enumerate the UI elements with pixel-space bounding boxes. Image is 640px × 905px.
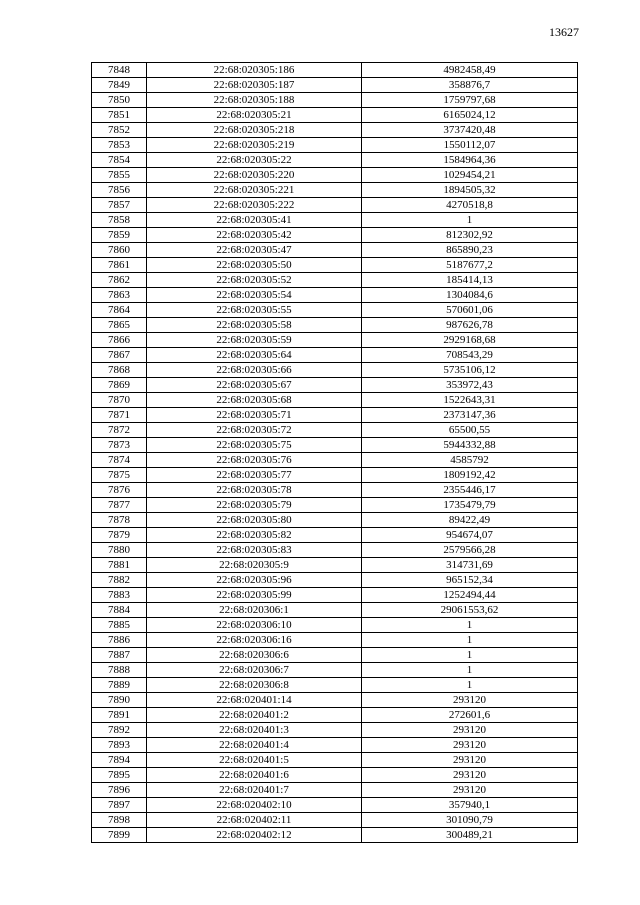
cadastral-number-cell: 22:68:020305:58: [147, 318, 362, 333]
table-row: [92, 138, 578, 153]
row-number-cell: 7861: [92, 258, 147, 273]
row-number-cell: 7891: [92, 708, 147, 723]
value-cell: 293120: [362, 768, 578, 783]
cadastral-number-cell: 22:68:020402:11: [147, 813, 362, 828]
value-cell: 6165024,12: [362, 108, 578, 123]
cadastral-number-cell: 22:68:020401:2: [147, 708, 362, 723]
row-number-cell: 7867: [92, 348, 147, 363]
cadastral-number-cell: 22:68:020305:77: [147, 468, 362, 483]
cadastral-number-cell: 22:68:020305:68: [147, 393, 362, 408]
row-number-cell: 7869: [92, 378, 147, 393]
row-number-cell: 7894: [92, 753, 147, 768]
value-cell: 1522643,31: [362, 393, 578, 408]
value-cell: 301090,79: [362, 813, 578, 828]
value-cell: 5944332,88: [362, 438, 578, 453]
cadastral-number-cell: 22:68:020305:80: [147, 513, 362, 528]
table-row: [92, 588, 578, 603]
table-row: [92, 108, 578, 123]
cadastral-number-cell: 22:68:020402:12: [147, 828, 362, 843]
row-number-cell: 7857: [92, 198, 147, 213]
value-cell: 29061553,62: [362, 603, 578, 618]
table-row: [92, 363, 578, 378]
table-row: [92, 273, 578, 288]
table-row: [92, 573, 578, 588]
table-row: [92, 78, 578, 93]
table-row: [92, 618, 578, 633]
table-row: [92, 693, 578, 708]
row-number-cell: 7866: [92, 333, 147, 348]
cadastral-number-cell: 22:68:020305:47: [147, 243, 362, 258]
table-row: [92, 153, 578, 168]
cadastral-number-cell: 22:68:020306:6: [147, 648, 362, 663]
cadastral-number-cell: 22:68:020305:50: [147, 258, 362, 273]
table-row: [92, 633, 578, 648]
table-row: [92, 378, 578, 393]
value-cell: 65500,55: [362, 423, 578, 438]
table-row: [92, 678, 578, 693]
row-number-cell: 7879: [92, 528, 147, 543]
value-cell: 1252494,44: [362, 588, 578, 603]
value-cell: 272601,6: [362, 708, 578, 723]
value-cell: 1: [362, 633, 578, 648]
row-number-cell: 7876: [92, 483, 147, 498]
row-number-cell: 7885: [92, 618, 147, 633]
row-number-cell: 7858: [92, 213, 147, 228]
table-row: [92, 648, 578, 663]
cadastral-number-cell: 22:68:020305:221: [147, 183, 362, 198]
table-row: [92, 603, 578, 618]
value-cell: 300489,21: [362, 828, 578, 843]
row-number-cell: 7864: [92, 303, 147, 318]
cadastral-number-cell: 22:68:020305:52: [147, 273, 362, 288]
cadastral-number-cell: 22:68:020401:5: [147, 753, 362, 768]
table-row: [92, 63, 578, 78]
table-row: [92, 333, 578, 348]
value-cell: 1584964,36: [362, 153, 578, 168]
cadastral-number-cell: 22:68:020305:75: [147, 438, 362, 453]
table-row: [92, 168, 578, 183]
table-body: [92, 63, 578, 843]
cadastral-number-cell: 22:68:020402:10: [147, 798, 362, 813]
cadastral-number-cell: 22:68:020305:66: [147, 363, 362, 378]
row-number-cell: 7851: [92, 108, 147, 123]
row-number-cell: 7898: [92, 813, 147, 828]
value-cell: 1: [362, 678, 578, 693]
value-cell: 1: [362, 648, 578, 663]
cadastral-number-cell: 22:68:020305:71: [147, 408, 362, 423]
value-cell: 1029454,21: [362, 168, 578, 183]
cadastral-number-cell: 22:68:020305:220: [147, 168, 362, 183]
table-row: [92, 198, 578, 213]
table-row: [92, 828, 578, 843]
row-number-cell: 7881: [92, 558, 147, 573]
value-cell: 1894505,32: [362, 183, 578, 198]
cadastral-number-cell: 22:68:020305:9: [147, 558, 362, 573]
row-number-cell: 7895: [92, 768, 147, 783]
row-number-cell: 7852: [92, 123, 147, 138]
row-number-cell: 7854: [92, 153, 147, 168]
table-row: [92, 228, 578, 243]
table-row: [92, 408, 578, 423]
value-cell: 965152,34: [362, 573, 578, 588]
table-row: [92, 543, 578, 558]
cadastral-number-cell: 22:68:020305:83: [147, 543, 362, 558]
row-number-cell: 7870: [92, 393, 147, 408]
cadastral-number-cell: 22:68:020305:99: [147, 588, 362, 603]
cadastral-number-cell: 22:68:020305:222: [147, 198, 362, 213]
row-number-cell: 7880: [92, 543, 147, 558]
value-cell: 3737420,48: [362, 123, 578, 138]
row-number-cell: 7882: [92, 573, 147, 588]
value-cell: 1: [362, 213, 578, 228]
table-row: [92, 183, 578, 198]
value-cell: 5187677,2: [362, 258, 578, 273]
table-row: [92, 783, 578, 798]
cadastral-number-cell: 22:68:020401:14: [147, 693, 362, 708]
cadastral-number-cell: 22:68:020401:6: [147, 768, 362, 783]
row-number-cell: 7862: [92, 273, 147, 288]
table-row: [92, 93, 578, 108]
value-cell: 2373147,36: [362, 408, 578, 423]
row-number-cell: 7886: [92, 633, 147, 648]
row-number-cell: 7892: [92, 723, 147, 738]
cadastral-number-cell: 22:68:020305:219: [147, 138, 362, 153]
cadastral-number-cell: 22:68:020305:96: [147, 573, 362, 588]
cadastral-number-cell: 22:68:020401:7: [147, 783, 362, 798]
table-row: [92, 258, 578, 273]
cadastral-number-cell: 22:68:020305:67: [147, 378, 362, 393]
table-row: [92, 498, 578, 513]
value-cell: 293120: [362, 693, 578, 708]
value-cell: 2929168,68: [362, 333, 578, 348]
row-number-cell: 7889: [92, 678, 147, 693]
cadastral-number-cell: 22:68:020401:4: [147, 738, 362, 753]
value-cell: 5735106,12: [362, 363, 578, 378]
cadastral-number-cell: 22:68:020401:3: [147, 723, 362, 738]
value-cell: 4270518,8: [362, 198, 578, 213]
row-number-cell: 7888: [92, 663, 147, 678]
value-cell: 812302,92: [362, 228, 578, 243]
value-cell: 4982458,49: [362, 63, 578, 78]
value-cell: 293120: [362, 753, 578, 768]
value-cell: 4585792: [362, 453, 578, 468]
row-number-cell: 7893: [92, 738, 147, 753]
cadastral-number-cell: 22:68:020305:218: [147, 123, 362, 138]
table-row: [92, 528, 578, 543]
table-row: [92, 318, 578, 333]
cadastral-number-cell: 22:68:020305:187: [147, 78, 362, 93]
table-row: [92, 213, 578, 228]
table-row: [92, 123, 578, 138]
value-cell: 1759797,68: [362, 93, 578, 108]
value-cell: 357940,1: [362, 798, 578, 813]
row-number-cell: 7896: [92, 783, 147, 798]
table-row: [92, 798, 578, 813]
row-number-cell: 7872: [92, 423, 147, 438]
table-row: [92, 468, 578, 483]
cadastral-number-cell: 22:68:020305:64: [147, 348, 362, 363]
row-number-cell: 7883: [92, 588, 147, 603]
row-number-cell: 7849: [92, 78, 147, 93]
cadastral-number-cell: 22:68:020305:82: [147, 528, 362, 543]
cadastral-number-cell: 22:68:020305:59: [147, 333, 362, 348]
cadastral-value-table: [91, 62, 578, 843]
table-row: [92, 243, 578, 258]
value-cell: 865890,23: [362, 243, 578, 258]
cadastral-number-cell: 22:68:020305:79: [147, 498, 362, 513]
value-cell: 1304084,6: [362, 288, 578, 303]
table-row: [92, 513, 578, 528]
value-cell: 2579566,28: [362, 543, 578, 558]
row-number-cell: 7860: [92, 243, 147, 258]
row-number-cell: 7848: [92, 63, 147, 78]
row-number-cell: 7887: [92, 648, 147, 663]
value-cell: 708543,29: [362, 348, 578, 363]
value-cell: 1550112,07: [362, 138, 578, 153]
value-cell: 358876,7: [362, 78, 578, 93]
table-row: [92, 438, 578, 453]
table-row: [92, 738, 578, 753]
row-number-cell: 7853: [92, 138, 147, 153]
table-row: [92, 708, 578, 723]
value-cell: 987626,78: [362, 318, 578, 333]
cadastral-number-cell: 22:68:020305:188: [147, 93, 362, 108]
cadastral-number-cell: 22:68:020306:8: [147, 678, 362, 693]
table-row: [92, 453, 578, 468]
row-number-cell: 7899: [92, 828, 147, 843]
value-cell: 314731,69: [362, 558, 578, 573]
cadastral-number-cell: 22:68:020306:16: [147, 633, 362, 648]
row-number-cell: 7855: [92, 168, 147, 183]
table-row: [92, 483, 578, 498]
value-cell: 1735479,79: [362, 498, 578, 513]
cadastral-number-cell: 22:68:020305:42: [147, 228, 362, 243]
table-row: [92, 813, 578, 828]
cadastral-number-cell: 22:68:020305:186: [147, 63, 362, 78]
row-number-cell: 7890: [92, 693, 147, 708]
cadastral-number-cell: 22:68:020306:10: [147, 618, 362, 633]
value-cell: 2355446,17: [362, 483, 578, 498]
row-number-cell: 7859: [92, 228, 147, 243]
table-row: [92, 393, 578, 408]
row-number-cell: 7897: [92, 798, 147, 813]
value-cell: 293120: [362, 723, 578, 738]
cadastral-number-cell: 22:68:020306:1: [147, 603, 362, 618]
cadastral-number-cell: 22:68:020305:76: [147, 453, 362, 468]
table-row: [92, 348, 578, 363]
value-cell: 293120: [362, 783, 578, 798]
row-number-cell: 7877: [92, 498, 147, 513]
cadastral-number-cell: 22:68:020305:72: [147, 423, 362, 438]
row-number-cell: 7863: [92, 288, 147, 303]
row-number-cell: 7878: [92, 513, 147, 528]
cadastral-number-cell: 22:68:020305:55: [147, 303, 362, 318]
table-row: [92, 303, 578, 318]
row-number-cell: 7874: [92, 453, 147, 468]
value-cell: 570601,06: [362, 303, 578, 318]
cadastral-number-cell: 22:68:020305:78: [147, 483, 362, 498]
cadastral-number-cell: 22:68:020305:22: [147, 153, 362, 168]
value-cell: 1: [362, 663, 578, 678]
page-number: 13627: [549, 25, 579, 39]
row-number-cell: 7850: [92, 93, 147, 108]
value-cell: 954674,07: [362, 528, 578, 543]
value-cell: 1809192,42: [362, 468, 578, 483]
table-row: [92, 423, 578, 438]
row-number-cell: 7873: [92, 438, 147, 453]
row-number-cell: 7856: [92, 183, 147, 198]
table-row: [92, 663, 578, 678]
table-row: [92, 558, 578, 573]
row-number-cell: 7868: [92, 363, 147, 378]
value-cell: 353972,43: [362, 378, 578, 393]
cadastral-number-cell: 22:68:020305:54: [147, 288, 362, 303]
row-number-cell: 7875: [92, 468, 147, 483]
row-number-cell: 7884: [92, 603, 147, 618]
table-row: [92, 753, 578, 768]
table-row: [92, 288, 578, 303]
cadastral-number-cell: 22:68:020305:21: [147, 108, 362, 123]
value-cell: 293120: [362, 738, 578, 753]
value-cell: 89422,49: [362, 513, 578, 528]
table-row: [92, 768, 578, 783]
cadastral-number-cell: 22:68:020305:41: [147, 213, 362, 228]
cadastral-number-cell: 22:68:020306:7: [147, 663, 362, 678]
row-number-cell: 7865: [92, 318, 147, 333]
value-cell: 185414,13: [362, 273, 578, 288]
row-number-cell: 7871: [92, 408, 147, 423]
value-cell: 1: [362, 618, 578, 633]
table-row: [92, 723, 578, 738]
